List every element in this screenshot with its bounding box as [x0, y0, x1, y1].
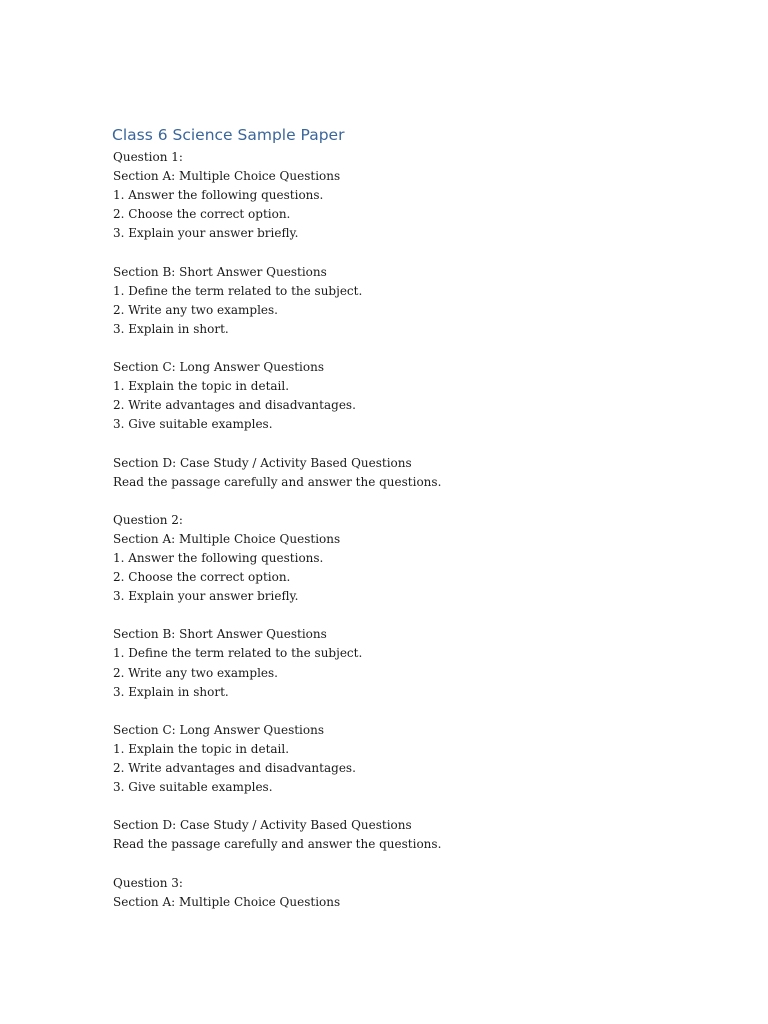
- blank-line: [113, 339, 441, 358]
- page-title: Class 6 Science Sample Paper: [112, 126, 345, 144]
- text-line: 1. Answer the following questions.: [113, 550, 324, 565]
- text-line: 3. Give suitable examples.: [113, 417, 273, 432]
- blank-line: [113, 854, 441, 873]
- text-line: 2. Choose the correct option.: [113, 207, 291, 222]
- text-line: 1. Answer the following questions.: [113, 188, 324, 203]
- section-heading: Section B: Short Answer Questions: [113, 264, 327, 279]
- document-body: [113, 148, 441, 912]
- text-line: 1. Explain the topic in detail.: [113, 379, 290, 394]
- question-heading: Question 3:: [113, 875, 183, 890]
- text-line: 3. Explain your answer briefly.: [113, 589, 299, 604]
- text-line: 3. Explain in short.: [113, 684, 229, 699]
- section-heading: Section A: Multiple Choice Questions: [113, 169, 341, 184]
- text-line: Read the passage carefully and answer the questions.: [113, 837, 442, 852]
- text-line: 2. Write advantages and disadvantages.: [113, 761, 356, 775]
- text-line: 3. Explain in short.: [113, 321, 229, 336]
- section-heading: Section D: Case Study / Activity Based Questions: [113, 818, 412, 833]
- text-line: 3. Explain your answer briefly.: [113, 226, 299, 241]
- question-heading: Question 2:: [113, 512, 183, 527]
- blank-line: [113, 797, 441, 816]
- text-line: 1. Define the term related to the subject.: [113, 283, 363, 298]
- text-line: 2. Write any two examples.: [113, 302, 278, 317]
- text-line: 2. Write any two examples.: [113, 665, 278, 680]
- section-heading: Section C: Long Answer Questions: [113, 722, 325, 737]
- section-heading: Section C: Long Answer Questions: [113, 360, 325, 375]
- section-heading: Section A: Multiple Choice Questions: [113, 531, 341, 546]
- text-line: 1. Explain the topic in detail.: [113, 741, 290, 756]
- blank-line: [113, 243, 441, 262]
- text-line: Read the passage carefully and answer the questions.: [113, 474, 442, 489]
- blank-line: [113, 492, 441, 511]
- section-heading: Section A: Multiple Choice Questions: [113, 894, 341, 909]
- text-line: 2. Choose the correct option.: [113, 570, 291, 585]
- text-line: 3. Give suitable examples.: [113, 780, 273, 795]
- section-heading: Section B: Short Answer Questions: [113, 627, 327, 642]
- question-heading: Question 1:: [113, 150, 183, 164]
- text-line: 1. Define the term related to the subject.: [113, 646, 363, 661]
- text-line: 2. Write advantages and disadvantages.: [113, 398, 356, 413]
- blank-line: [113, 702, 441, 721]
- section-heading: Section D: Case Study / Activity Based Questions: [113, 455, 412, 470]
- blank-line: [113, 606, 441, 625]
- blank-line: [113, 434, 441, 453]
